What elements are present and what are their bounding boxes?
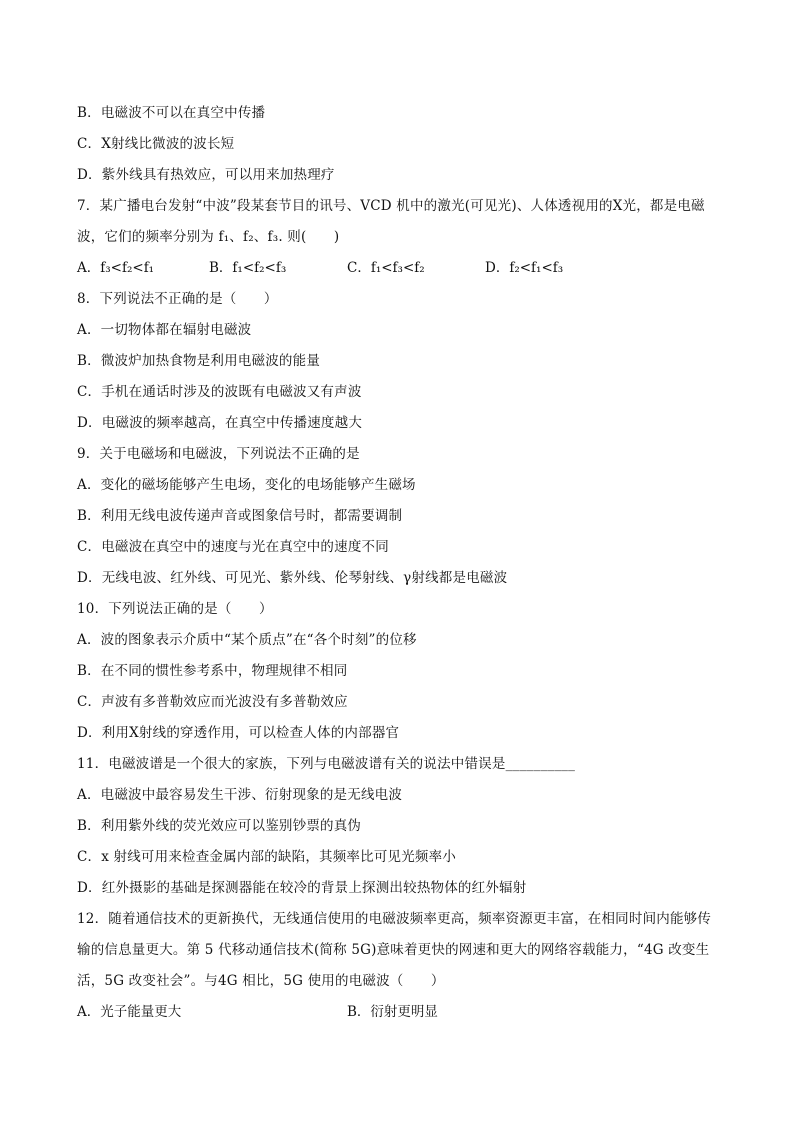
text-line: C．声波有多普勒效应而光波没有多普勒效应 [77, 694, 348, 710]
q7-option: A．f₃<f₂<f₁ [77, 260, 155, 276]
text-line: D．无线电波、红外线、可见光、紫外线、伦琴射线、γ射线都是电磁波 [77, 570, 508, 586]
text-line: 7．某广播电台发射“中波”段某套节目的讯号、VCD 机中的激光(可见光)、人体透视用的X光，都是电磁 [77, 198, 705, 214]
text-line: D．利用X射线的穿透作用，可以检查人体的内部器官 [77, 725, 400, 741]
text-line: B．在不同的惯性参考系中，物理规律不相同 [77, 663, 348, 679]
text-line: 输的信息量更大。第 5 代移动通信技术(简称 5G)意味着更快的网速和更大的网络容载能力，“4G 改变生 [77, 942, 710, 958]
text-line: A．变化的磁场能够产生电场，变化的电场能够产生磁场 [77, 477, 416, 493]
text-line: 9．关于电磁场和电磁波，下列说法不正确的是 [77, 446, 360, 462]
text-line: 波，它们的频率分别为 f₁、f₂、f₃. 则( ) [77, 229, 340, 245]
text-line: A．波的图象表示介质中“某个质点”在“各个时刻”的位移 [77, 632, 417, 648]
text-line: D．紫外线具有热效应，可以用来加热理疗 [77, 167, 335, 183]
text-line: D．电磁波的频率越高，在真空中传播速度越大 [77, 415, 363, 431]
text-line: A．一切物体都在辐射电磁波 [77, 322, 252, 338]
text-line: 8．下列说法不正确的是（ ） [77, 291, 278, 307]
q7-option: B．f₁<f₂<f₃ [209, 260, 287, 276]
text-line: 10．下列说法正确的是（ ） [77, 601, 273, 617]
text-line: B．电磁波不可以在真空中传播 [77, 105, 266, 121]
text-line: C．手机在通话时涉及的波既有电磁波又有声波 [77, 384, 362, 400]
text-line: B．利用紫外线的荧光效应可以鉴别钞票的真伪 [77, 818, 362, 834]
text-line: C．x 射线可用来检查金属内部的缺陷，其频率比可见光频率小 [77, 849, 457, 865]
text-line: D．红外摄影的基础是探测器能在较冷的背景上探测出较热物体的红外辐射 [77, 880, 527, 896]
text-line: C．X射线比微波的波长短 [77, 136, 235, 152]
q12-option: A．光子能量更大 [77, 1004, 182, 1020]
text-line: 12．随着通信技术的更新换代，无线通信使用的电磁波频率更高，频率资源更丰富，在相同时间内能够传 [77, 911, 712, 927]
text-line: B．微波炉加热食物是利用电磁波的能量 [77, 353, 321, 369]
text-line: 11．电磁波谱是一个很大的家族，下列与电磁波谱有关的说法中错误是__________ [77, 756, 576, 772]
text-line: B．利用无线电波传递声音或图象信号时，都需要调制 [77, 508, 403, 524]
q7-option: C．f₁<f₃<f₂ [347, 260, 425, 276]
text-line: A．电磁波中最容易发生干涉、衍射现象的是无线电波 [77, 787, 403, 803]
q12-option: B．衍射更明显 [347, 1004, 438, 1020]
q7-option: D．f₂<f₁<f₃ [485, 260, 564, 276]
text-line: 活，5G 改变社会”。与4G 相比，5G 使用的电磁波（ ） [77, 973, 445, 989]
text-line: C．电磁波在真空中的速度与光在真空中的速度不同 [77, 539, 389, 555]
